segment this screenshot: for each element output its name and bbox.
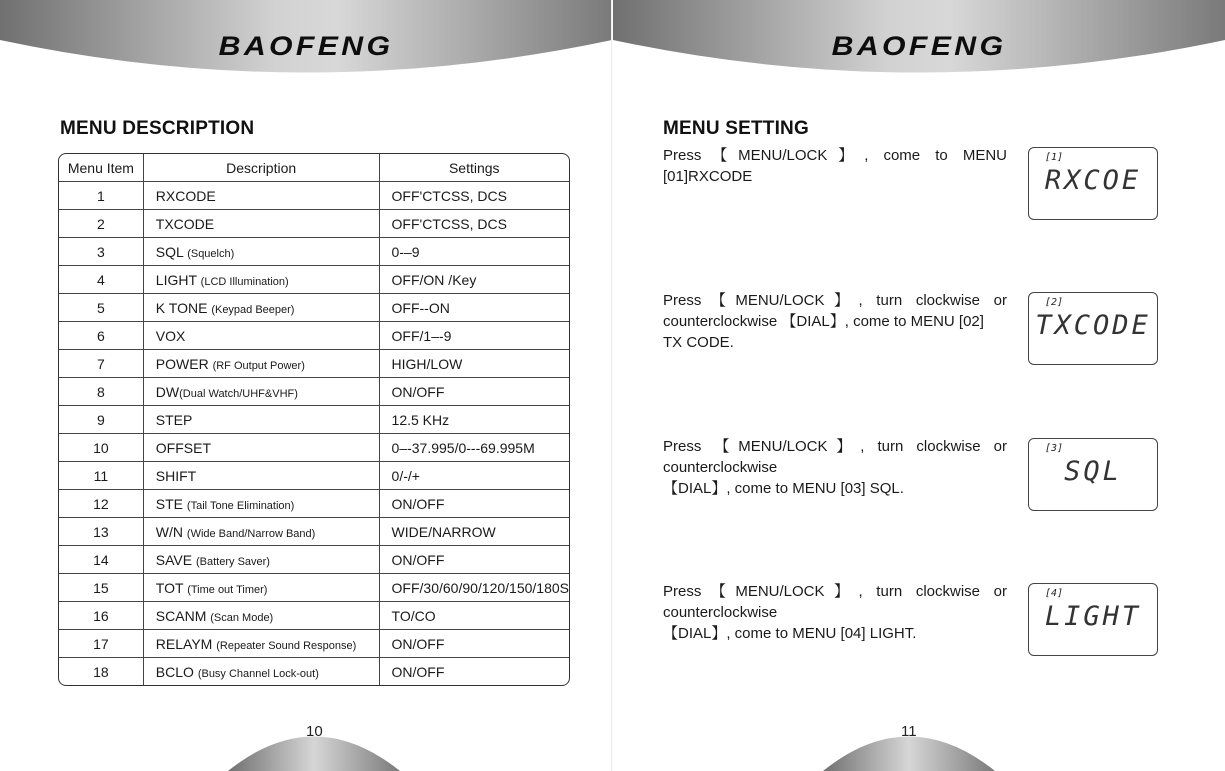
description-main: POWER [155, 355, 209, 372]
table-row [59, 266, 569, 294]
menu-item-number: 11 [59, 462, 144, 490]
table-row [59, 406, 569, 434]
description-note: (Squelch) [187, 247, 235, 260]
lcd-text: SQL [1064, 456, 1122, 487]
step-line: Press【MENU/LOCK】, turn clockwise or [663, 292, 1007, 309]
column-header-settings: Settings [380, 154, 569, 182]
menu-item-settings: WIDE/NARROW [380, 518, 569, 546]
step-line: [01]RXCODE [663, 168, 753, 185]
step-line: Press【MENU/LOCK】, come to MENU [663, 147, 1007, 164]
description-main: RXCODE [155, 187, 216, 204]
table-row [59, 462, 569, 490]
right-page [613, 0, 1225, 771]
description-note: (Time out Timer) [187, 583, 268, 596]
table-row [59, 546, 569, 574]
menu-item-number: 15 [59, 574, 144, 602]
menu-item-number: 12 [59, 490, 144, 518]
description-main: SQL [155, 243, 184, 260]
description-note: (RF Output Power) [212, 359, 305, 372]
menu-item-description [144, 182, 380, 210]
step-line: counterclockwise [663, 459, 778, 476]
table-row [59, 518, 569, 546]
description-note: (Scan Mode) [210, 611, 274, 624]
column-header-menu-item: Menu Item [59, 154, 144, 182]
description-main: VOX [155, 327, 186, 344]
description-note: (Tail Tone Elimination) [186, 499, 295, 512]
menu-item-description [144, 602, 380, 630]
brand-logo: BAOFENG [218, 31, 394, 61]
table-row [59, 322, 569, 350]
table-row [59, 658, 569, 685]
menu-item-settings: ON/OFF [391, 663, 445, 680]
menu-item-settings: ON/OFF [380, 546, 569, 574]
description-note: (Battery Saver) [196, 555, 270, 568]
menu-item-number: 4 [59, 266, 144, 294]
description-note: (Wide Band/Narrow Band) [186, 527, 316, 540]
column-header-description: Description [144, 154, 380, 182]
page-number: 11 [901, 723, 917, 740]
description-main: LIGHT [155, 271, 197, 288]
menu-item-settings: 0-–9 [380, 238, 569, 266]
menu-item-number: 5 [59, 294, 144, 322]
description-note: (Keypad Beeper) [211, 303, 295, 316]
description-note: (Busy Channel Lock-out) [197, 667, 319, 680]
menu-item-description [144, 434, 380, 462]
step-line: TX CODE. [663, 334, 734, 351]
lcd-text: LIGHT [1044, 601, 1142, 632]
menu-item-description [144, 294, 380, 322]
menu-item-description [144, 378, 380, 406]
description-main: K TONE [155, 299, 208, 316]
menu-step-1 [663, 145, 1007, 187]
menu-item-description [144, 658, 380, 685]
menu-description-table [58, 153, 570, 686]
lcd-text: RXCOE [1044, 165, 1142, 196]
menu-item-number: 18 [59, 658, 144, 685]
menu-item-settings: OFF--ON [380, 294, 569, 322]
description-main: OFFSET [155, 439, 212, 456]
lcd-display-3 [1028, 438, 1158, 511]
table-row [59, 378, 569, 406]
menu-item-settings: ON/OFF [380, 630, 569, 658]
menu-item-number: 6 [59, 322, 144, 350]
description-main: SCANM [155, 607, 207, 624]
lcd-channel: [1] [1045, 152, 1064, 163]
table-row [59, 630, 569, 658]
menu-item-settings: OFF/30/60/90/120/150/180S [380, 574, 569, 602]
menu-item-settings: 0/-/+ [380, 462, 569, 490]
table-header-row [59, 154, 569, 182]
menu-item-number: 16 [59, 602, 144, 630]
menu-item-settings: OFF'CTCSS, DCS [380, 210, 569, 238]
menu-item-settings: OFF'CTCSS, DCS [380, 182, 569, 210]
step-line: Press【MENU/LOCK】, turn clockwise or [663, 583, 1007, 600]
menu-item-description [144, 574, 380, 602]
menu-item-description [144, 630, 380, 658]
table-row [59, 434, 569, 462]
menu-item-number: 14 [59, 546, 144, 574]
menu-item-number: 8 [59, 378, 144, 406]
menu-item-settings: TO/CO [380, 602, 569, 630]
description-main: BCLO [155, 663, 194, 680]
step-line: counterclockwise [663, 604, 778, 621]
page-title: MENU DESCRIPTION [60, 118, 255, 139]
menu-item-number: 1 [59, 182, 144, 210]
table-row [59, 238, 569, 266]
lcd-channel: [2] [1045, 297, 1064, 308]
menu-step-2 [663, 290, 1007, 353]
menu-item-number: 3 [59, 238, 144, 266]
menu-item-number: 9 [59, 406, 144, 434]
menu-item-description [144, 462, 380, 490]
step-line: Press 【MENU/LOCK】, turn clockwise or [663, 438, 1007, 455]
description-main: RELAYM [155, 635, 213, 652]
menu-item-settings: HIGH/LOW [380, 350, 569, 378]
menu-item-settings: OFF/1–-9 [380, 322, 569, 350]
step-line: counterclockwise 【DIAL】, come to MENU [02] [663, 313, 984, 330]
lcd-display-1 [1028, 147, 1158, 220]
left-page [0, 0, 612, 771]
menu-item-description [144, 406, 380, 434]
menu-step-3 [663, 436, 1007, 499]
menu-item-settings: 0–-37.995/0---69.995M [380, 434, 569, 462]
table-body [59, 182, 569, 685]
menu-item-settings: 12.5 KHz [380, 406, 569, 434]
description-main: TOT [155, 579, 184, 596]
menu-item-description [144, 490, 380, 518]
lcd-display-2 [1028, 292, 1158, 365]
description-main: TXCODE [155, 215, 215, 232]
menu-item-number: 13 [59, 518, 144, 546]
menu-item-description [144, 350, 380, 378]
menu-step-4 [663, 581, 1007, 644]
table-row [59, 182, 569, 210]
description-note: (Dual Watch/UHF&VHF) [179, 387, 298, 400]
description-main: STEP [155, 411, 193, 428]
description-note: (LCD Illumination) [200, 275, 289, 288]
step-line: 【DIAL】, come to MENU [03] SQL. [663, 480, 904, 497]
lcd-text: TXCODE [1035, 310, 1151, 341]
menu-item-description [144, 322, 380, 350]
brand-logo: BAOFENG [831, 31, 1007, 61]
lcd-channel: [4] [1045, 588, 1064, 599]
menu-item-description [144, 518, 380, 546]
menu-item-description [144, 210, 380, 238]
table-row [59, 294, 569, 322]
table-row [59, 210, 569, 238]
description-note: (Repeater Sound Response) [216, 639, 357, 652]
description-main: SAVE [155, 551, 193, 568]
menu-item-number: 10 [59, 434, 144, 462]
description-main: DW [155, 383, 180, 400]
menu-item-settings: ON/OFF [380, 490, 569, 518]
step-line: 【DIAL】, come to MENU [04] LIGHT. [663, 625, 917, 642]
menu-item-number: 17 [59, 630, 144, 658]
table-row [59, 490, 569, 518]
lcd-display-4 [1028, 583, 1158, 656]
description-main: STE [155, 495, 184, 512]
page-number: 10 [306, 723, 323, 740]
menu-item-number: 7 [59, 350, 144, 378]
lcd-channel: [3] [1045, 443, 1064, 454]
menu-item-description [144, 266, 380, 294]
page-title: MENU SETTING [663, 118, 809, 139]
menu-item-settings: OFF/ON /Key [380, 266, 569, 294]
menu-item-number: 2 [59, 210, 144, 238]
menu-item-description [144, 238, 380, 266]
table-row [59, 350, 569, 378]
menu-item-description [144, 546, 380, 574]
table-row [59, 574, 569, 602]
table-row [59, 602, 569, 630]
description-main: W/N [155, 523, 184, 540]
description-main: SHIFT [155, 467, 197, 484]
menu-item-settings: ON/OFF [380, 378, 569, 406]
